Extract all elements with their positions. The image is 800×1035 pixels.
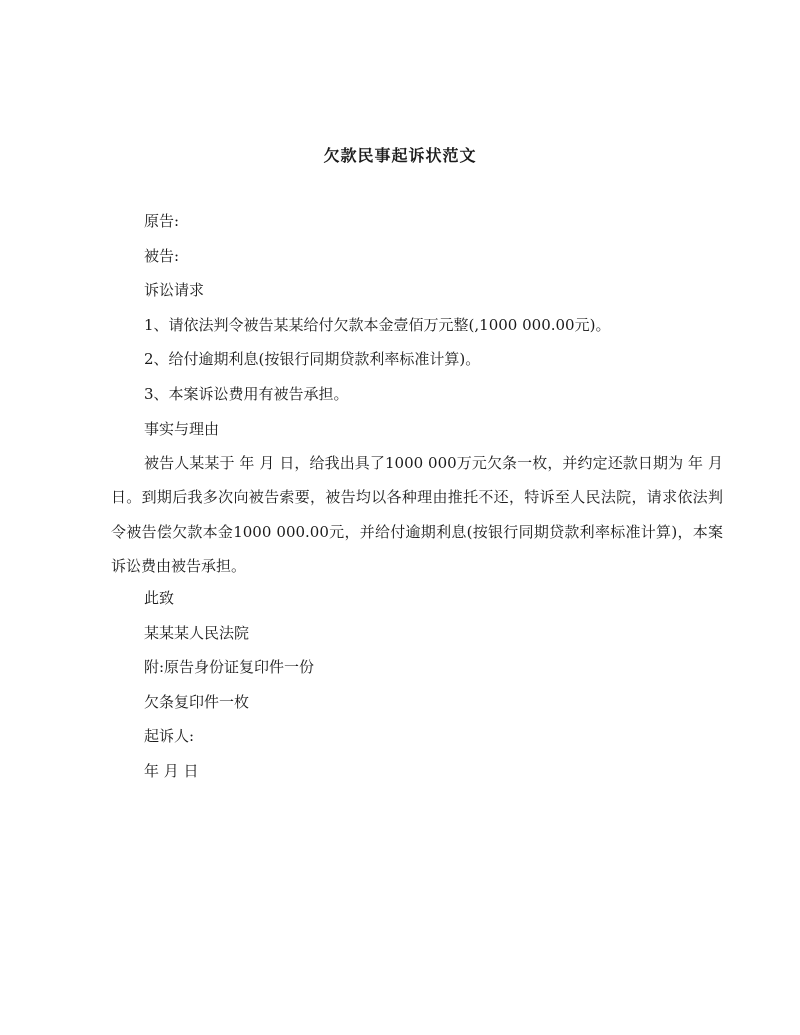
defendant-line: 被告: — [144, 246, 180, 265]
salutation-line: 此致 — [144, 588, 175, 607]
claim-item-2: 2、给付逾期利息(按银行同期贷款利率标准计算)。 — [144, 350, 481, 369]
claim-item-1: 1、请依法判令被告某某给付欠款本金壹佰万元整(,1000 000.00元)。 — [144, 315, 611, 334]
facts-paragraph: 被告人某某于 年 月 日，给我出具了1000 000万元欠条一枚，并约定还款日期为 年 月 日。到期后我多次向被告索要，被告均以各种理由推托不还，特诉至人民法院，请求依法判令被告偿欠款本金1000 000.00元，并给付逾期利息(按银行同期贷款利率标准计算)，本案诉讼费由被告承担。 — [111, 454, 723, 575]
claims-heading: 诉讼请求 — [144, 281, 205, 300]
plaintiff-line: 原告: — [144, 212, 180, 230]
claim-item-3: 3、本案诉讼费用有被告承担。 — [144, 384, 349, 403]
signer-line: 起诉人: — [144, 727, 195, 746]
court-line: 某某某人民法院 — [144, 623, 250, 642]
date-line: 年 月 日 — [144, 761, 199, 780]
document-title: 欠款民事起诉状范文 — [323, 146, 477, 165]
document-body — [111, 209, 723, 794]
attachment-line-2: 欠条复印件一枚 — [144, 692, 250, 711]
attachment-line-1: 附:原告身份证复印件一份 — [144, 658, 315, 677]
facts-heading: 事实与理由 — [144, 419, 220, 438]
